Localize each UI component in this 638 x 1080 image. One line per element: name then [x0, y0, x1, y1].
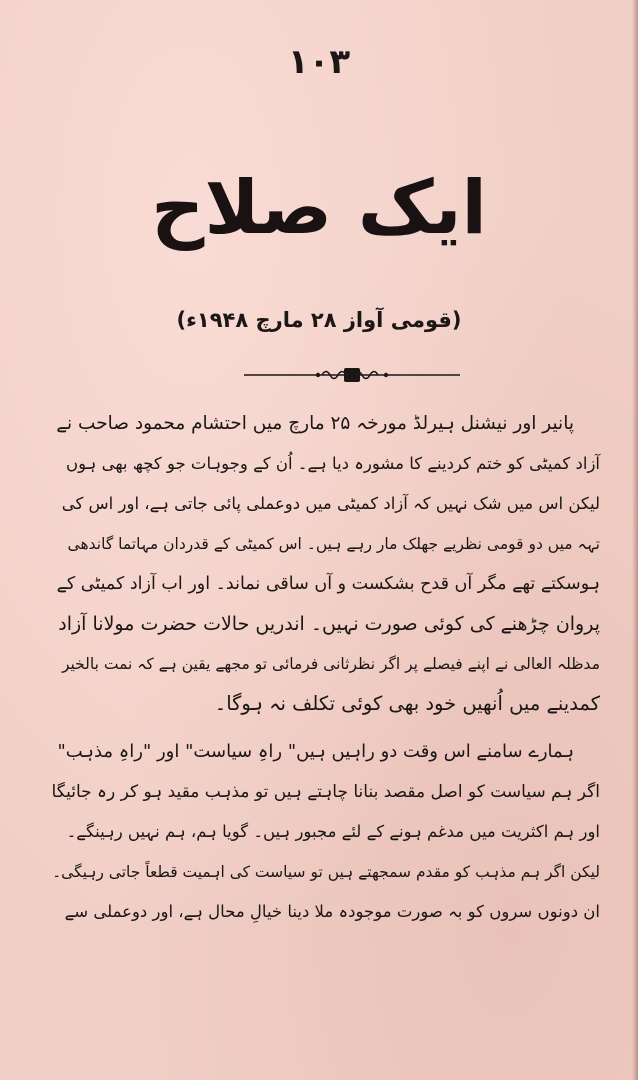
- paragraph-line: لیکن اگر ہم مذہب کو مقدم سمجھتے ہیں تو سیاست کی اہمیت قطعاً جاتی رہیگی۔: [52, 863, 600, 881]
- article-source-citation: (قومی آواز ۲۸ مارچ ۱۹۴۸ء): [176, 308, 462, 332]
- paragraph-line: اور ہم اکثریت میں مدغم ہونے کے لئے مجبور ہیں۔ گویا ہم، ہم نہیں رہینگے۔: [66, 822, 600, 841]
- paragraph-line: لیکن اس میں شک نہیں کہ آزاد کمیٹی میں دوعملی پائی جاتی ہے، اور اس کی: [61, 494, 600, 513]
- divider-ornament: [244, 364, 460, 386]
- paragraph-line: پروان چڑھنے کی کوئی صورت نہیں۔ اندریں حالات حضرت مولانا آزاد: [58, 613, 600, 635]
- paragraph-line: تہہ میں دو قومی نظریے جھلک مار رہے ہیں۔ اس کمیٹی کے قدردان مہاتما گاندھی: [67, 535, 600, 553]
- paragraph-line: اگر ہم سیاست کو اصل مقصد بنانا چاہتے ہیں تو مذہب مقید ہو کر رہ جائیگا: [51, 782, 600, 802]
- paragraph-line: آزاد کمیٹی کو ختم کردینے کا مشورہ دیا ہے۔ اُن کے وجوہات جو کچھ بھی ہوں: [66, 454, 600, 473]
- paragraph-line: پانیر اور نیشنل ہیرلڈ مورخہ ۲۵ مارچ میں احتشام محمود صاحب نے: [56, 413, 574, 434]
- paragraph-line: کمدینے میں اُنھیں خود بھی کوئی تکلف نہ ہوگا۔: [214, 692, 600, 715]
- paragraph-line: ہمارے سامنے اس وقت دو راہیں ہیں" راہِ سیاست" اور "راہِ مذہب": [57, 741, 574, 762]
- paragraph-line: ان دونوں سروں کو بہ صورت موجودہ ملا دینا خیالِ محال ہے، اور دوعملی سے: [64, 902, 600, 921]
- article-body: [52, 404, 600, 932]
- page-edge-shadow: [632, 0, 638, 1080]
- article-title: ایک صلاح: [151, 165, 487, 251]
- page-number: ۱۰۳: [287, 42, 351, 82]
- paragraph-line: ہوسکتے تھے مگر آں قدح بشکست و آں ساقی نماند۔ اور اب آزاد کمیٹی کے: [56, 574, 600, 594]
- paragraph-line: مدظلہ العالی نے اپنے فیصلے پر اگر نظرثانی فرمائی تو مجھے یقین ہے کہ نمت بالخیر: [61, 655, 600, 673]
